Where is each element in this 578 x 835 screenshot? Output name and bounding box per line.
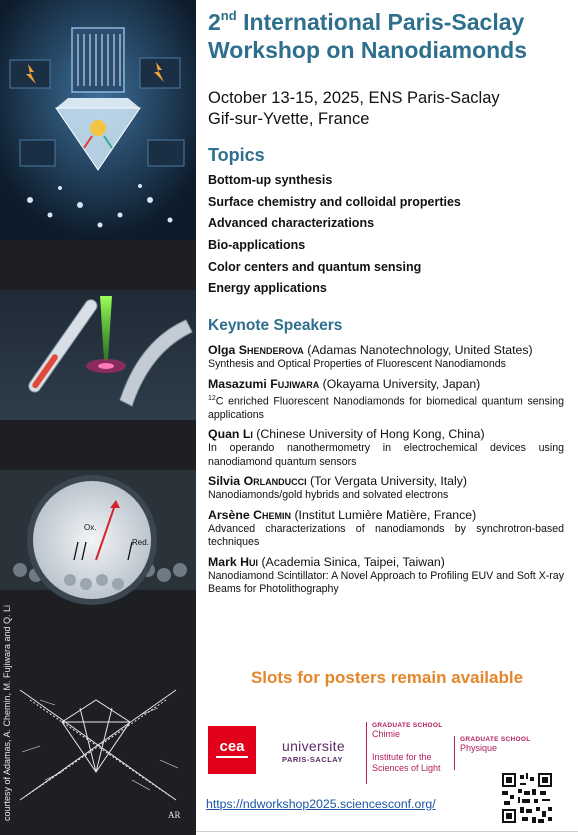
speaker-entry bbox=[208, 555, 564, 597]
speaker-talk: Nanodiamonds/gold hybrids and solvated electrons bbox=[208, 489, 449, 502]
image-credit-text: courtesy of Adamas, A. Chemin, M. Fujiwara and Q. Li bbox=[2, 604, 12, 822]
speaker-name: Masazumi Fujiwara (Okayama University, Japan) bbox=[208, 376, 481, 391]
event-info bbox=[208, 88, 500, 130]
workshop-website-link[interactable]: https://ndworkshop2025.sciencesconf.org/ bbox=[206, 797, 436, 811]
image-credit bbox=[0, 600, 14, 830]
speaker-entry bbox=[208, 377, 564, 423]
speaker-talk: Nanodiamond Scintillator: A Novel Approach to Profiling EUV and Soft X-ray Beams for Photolithography bbox=[208, 569, 564, 596]
speaker-talk: In operando nanothermometry in electrochemical devices using nanodiamond quantum sensors bbox=[208, 442, 564, 468]
topic-item: Bottom-up synthesis bbox=[208, 173, 333, 187]
title-ordinal: 2 bbox=[208, 9, 221, 35]
posters-callout: Slots for posters remain available bbox=[250, 668, 524, 687]
topic-item: Energy applications bbox=[208, 281, 327, 296]
title-line2: Workshop on Nanodiamonds bbox=[208, 37, 528, 63]
title-line1: International Paris-Saclay bbox=[236, 9, 525, 35]
topic-item: Surface chemistry and colloidal properties bbox=[208, 194, 461, 209]
graduate-school-chimie-logo: GRADUATE SCHOOL Chimie Institute for the Sciences of Light bbox=[366, 722, 442, 784]
cea-logo: cea bbox=[208, 726, 256, 774]
artwork-illustrations bbox=[0, 0, 196, 835]
speaker-talk: Advanced characterizations of nanodiamonds by synchrotron-based techniques bbox=[208, 522, 564, 549]
keynote-heading: Keynote Speakers bbox=[208, 317, 343, 334]
thermometer-laser-art bbox=[0, 290, 196, 420]
ox-label: Ox. bbox=[84, 523, 97, 532]
electrochemistry-art bbox=[0, 470, 196, 602]
speaker-name: Olga Shenderova (Adamas Nanotechnology, United States) bbox=[208, 343, 533, 357]
page-title bbox=[208, 8, 574, 64]
graduate-school-physique-logo: GRADUATE SCHOOL Physique bbox=[454, 736, 530, 770]
event-dates-venue: October 13-15, 2025, ENS Paris-Saclay bbox=[208, 89, 500, 107]
topics-list bbox=[208, 172, 461, 302]
artist-signature: AR bbox=[168, 810, 181, 820]
speaker-talk: Synthesis and Optical Properties of Fluorescent Nanodiamonds bbox=[208, 358, 506, 370]
topic-item: Color centers and quantum sensing bbox=[208, 259, 422, 274]
topic-item: Advanced characterizations bbox=[208, 216, 375, 231]
speaker-entry bbox=[208, 474, 564, 503]
universite-paris-saclay-logo: universite PARIS-SACLAY bbox=[282, 738, 345, 764]
speaker-entry bbox=[208, 427, 564, 469]
qr-code-icon bbox=[502, 773, 552, 823]
speaker-name: Silvia Orlanducci (Tor Vergata University, Italy) bbox=[208, 474, 467, 489]
diamond-sketch-art bbox=[20, 690, 181, 820]
title-ordinal-suffix: nd bbox=[220, 8, 237, 23]
battery-diamond-art bbox=[0, 0, 196, 240]
speaker-name: Arsène Chemin (Institut Lumière Matière, France) bbox=[208, 507, 477, 522]
speaker-list bbox=[208, 343, 564, 602]
bottom-rule bbox=[196, 831, 578, 832]
speaker-entry bbox=[208, 343, 564, 372]
poster-content bbox=[196, 0, 578, 835]
topic-item: Bio-applications bbox=[208, 238, 306, 253]
speaker-entry bbox=[208, 508, 564, 550]
speaker-name: Quan Li (Chinese University of Hong Kong, China) bbox=[208, 427, 485, 442]
speaker-name: Mark Hui (Academia Sinica, Taipei, Taiwan) bbox=[208, 554, 445, 569]
topics-heading: Topics bbox=[208, 145, 265, 165]
speaker-talk: $^{12}$C enriched Fluorescent Nanodiamonds for biomedical quantum sensing applications bbox=[208, 394, 564, 421]
red-label: Red. bbox=[132, 538, 149, 547]
event-location: Gif-sur-Yvette, France bbox=[208, 110, 370, 128]
artwork-panel bbox=[0, 0, 196, 835]
